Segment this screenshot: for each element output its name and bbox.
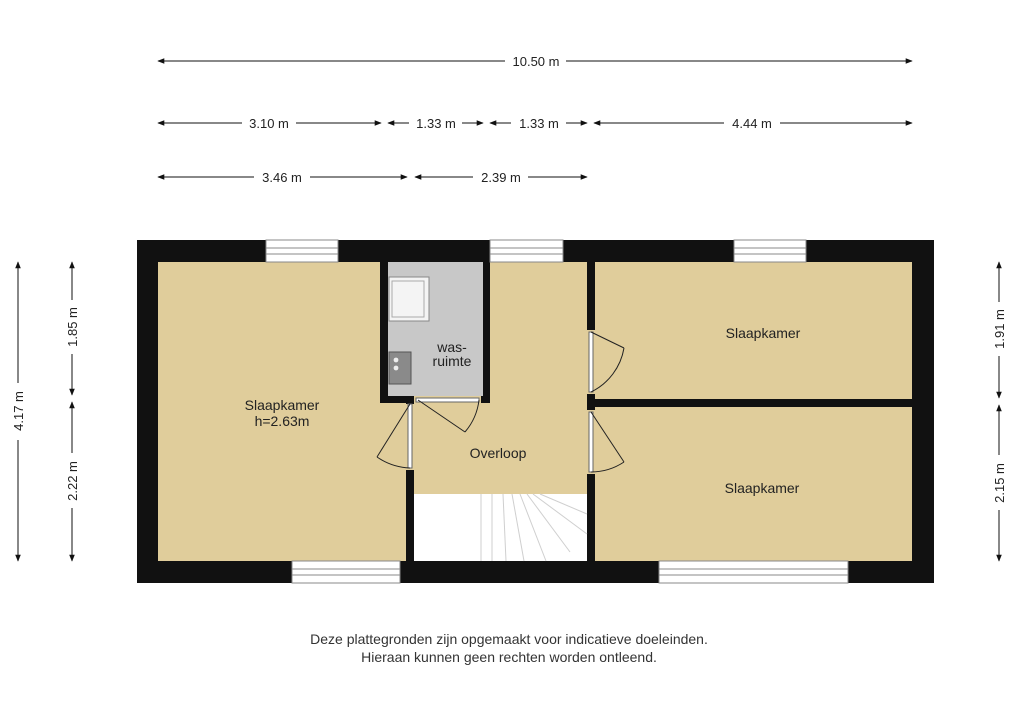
washing-machine-icon bbox=[389, 277, 429, 321]
room-label-laundry-line1: was- bbox=[437, 339, 467, 355]
room-label-bedroom-top-right: Slaapkamer bbox=[725, 325, 801, 341]
dimension-label: 10.50 m bbox=[512, 54, 560, 69]
dimension-label: 1.91 m bbox=[992, 309, 1007, 349]
dimension-total-width bbox=[158, 54, 912, 69]
dimension-label: 2.22 m bbox=[65, 461, 80, 501]
stair-opening bbox=[414, 494, 587, 561]
sink-icon bbox=[389, 352, 411, 384]
dimension-label: 1.33 m bbox=[416, 116, 456, 131]
disclaimer-line-1: Deze plattegronden zijn opgemaakt voor indicatieve doeleinden. bbox=[310, 631, 708, 647]
room-label-laundry-line2: ruimte bbox=[432, 353, 472, 369]
room-label-bedroom-bottom-right: Slaapkamer bbox=[724, 480, 800, 496]
dimension-label: 2.15 m bbox=[992, 463, 1007, 503]
sink-drain bbox=[394, 366, 399, 371]
sink-tap bbox=[394, 358, 399, 363]
dimension-label: 3.46 m bbox=[262, 170, 302, 185]
room-height-label: h=2.63m bbox=[254, 413, 310, 429]
dimension-label: 2.39 m bbox=[481, 170, 521, 185]
room-label-bedroom-left: Slaapkamer bbox=[244, 397, 320, 413]
dimension-label: 4.17 m bbox=[11, 391, 26, 431]
dimension-right-segments bbox=[992, 262, 1007, 561]
dimension-label: 4.44 m bbox=[732, 116, 772, 131]
dimension-label: 1.85 m bbox=[65, 307, 80, 347]
dimension-row-2 bbox=[158, 116, 912, 131]
dimension-label: 1.33 m bbox=[519, 116, 559, 131]
room-label-landing: Overloop bbox=[469, 445, 527, 461]
dimension-left-segments bbox=[65, 262, 80, 561]
dimension-row-3 bbox=[158, 170, 587, 185]
dimension-left-total bbox=[11, 262, 26, 561]
disclaimer-line-2: Hieraan kunnen geen rechten worden ontleend. bbox=[361, 649, 657, 665]
dimension-label: 3.10 m bbox=[249, 116, 289, 131]
